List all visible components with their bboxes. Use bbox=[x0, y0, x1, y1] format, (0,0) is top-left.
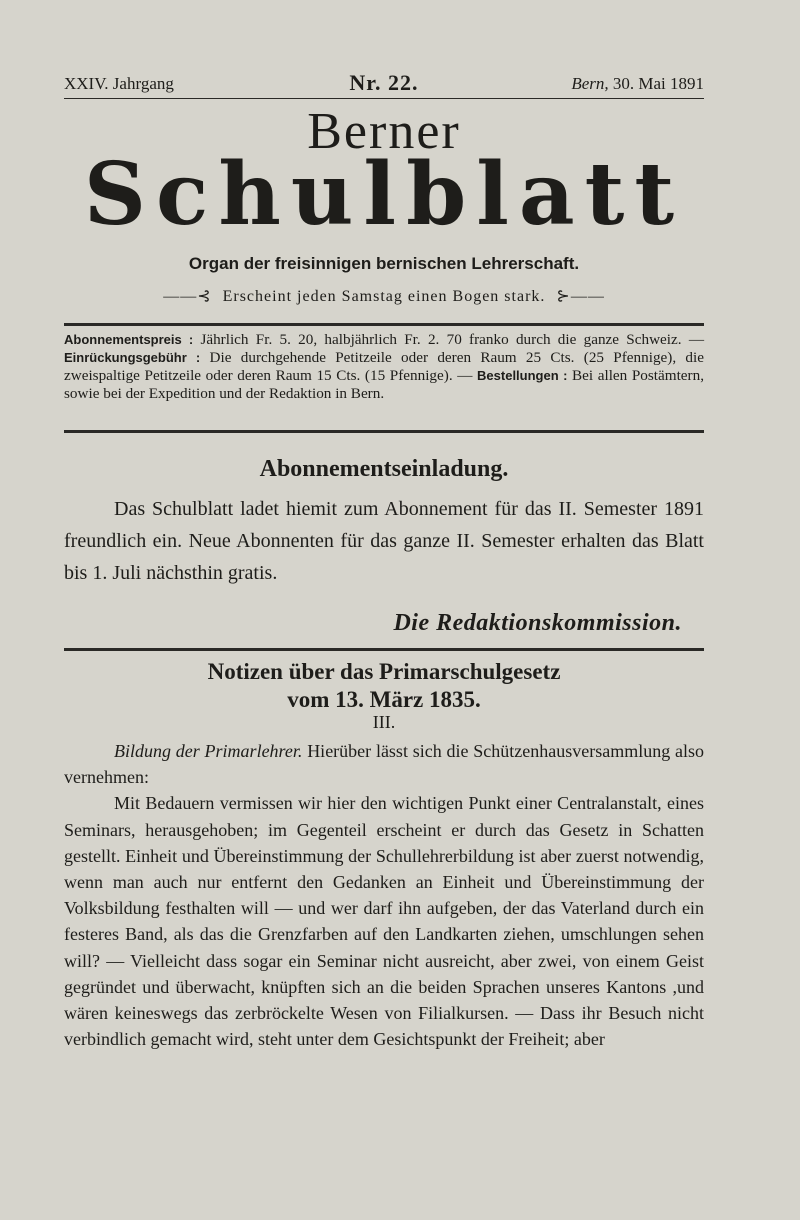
announcement-body: Das Schulblatt ladet hiemit zum Abonnement für das II. Semester 1891 freundlich ein. Neue Abonnenten für das ganze II. Semester erhalten das Blatt bis 1. Juli nächsthin gratis. bbox=[64, 498, 704, 584]
date-label: 30. Mai 1891 bbox=[612, 74, 704, 93]
subscription-label: Abonnementspreis : bbox=[64, 332, 194, 347]
notes-lead-italic: Bildung der Primarlehrer. bbox=[114, 741, 303, 761]
volume-label: XXIV. Jahrgang bbox=[64, 74, 174, 93]
place-label: Bern, bbox=[571, 74, 609, 93]
announcement-title: Abonnementseinladung. bbox=[259, 456, 509, 482]
announcement-signature: Die Redaktionskommission. bbox=[393, 610, 682, 636]
notes-lead bbox=[64, 738, 704, 790]
subscription-info bbox=[64, 331, 704, 403]
title-berner: Berner bbox=[307, 103, 461, 160]
section-rule bbox=[64, 648, 704, 651]
subtitle: Organ der freisinnigen bernischen Lehrerschaft. bbox=[188, 254, 580, 273]
notes-title-line1: Notizen über das Primarschulgesetz bbox=[207, 659, 561, 684]
issue-number: Nr. 22. bbox=[349, 70, 419, 95]
notes-body bbox=[64, 738, 704, 1052]
place-date bbox=[571, 74, 704, 94]
insertion-label: Einrückungsgebühr : bbox=[64, 350, 201, 365]
orders-text: Bei allen Postämtern, sowie bei der Expedition und der Redaktion in Bern. bbox=[64, 367, 704, 402]
masthead-line bbox=[64, 70, 704, 98]
appears-line bbox=[64, 286, 704, 306]
notes-title-line2: vom 13. März 1835. bbox=[287, 687, 481, 712]
info-rule-bottom bbox=[64, 430, 704, 433]
title-schulblatt: Schulblatt bbox=[83, 144, 685, 245]
notes-lead-rest: Hierüber lässt sich die Schützenhausversammlung also vernehmen: bbox=[64, 741, 705, 788]
orders-label: Bestellungen : bbox=[477, 368, 568, 383]
left-ornament-icon: ——⊰ bbox=[163, 288, 212, 305]
insertion-text: Die durchgehende Petitzeile oder deren Raum 25 Cts. (25 Pfennige), die zweispaltige Petitzeile oder deren Raum 15 Cts. (15 Pfennige). — bbox=[64, 349, 704, 384]
info-rule-top bbox=[64, 323, 704, 326]
right-ornament-icon: ⊱—— bbox=[556, 288, 605, 305]
subscription-text: Jährlich Fr. 5. 20, halbjährlich Fr. 2. 70 franko durch die ganze Schweiz. — bbox=[200, 331, 705, 348]
masthead-rule bbox=[64, 98, 704, 99]
section-number: III. bbox=[372, 712, 396, 732]
notes-paragraph: Mit Bedauern vermissen wir hier den wichtigen Punkt einer Centralanstalt, eines Seminars, herausgehoben; im Gegenteil erscheint er durch das Gesetz in Schatten gestellt. Einheit und Übereinstimmung der Schullehrerbildung ist aber zuerst notwendig, wenn man auch nur entfernt den Gedanken an Einheit und Übereinstimmung der Volksbildung festhalten will — und wer darf ihn aufgeben, der das Vaterland durch ein festeres Band, als das die Grenzfarben auf den Landkarten ziehen, umschlungen sehen will? — Vielleicht dass sogar ein Seminar nicht ausreicht, aber zwei, von einem Geist gegründet und überwacht, knüpften sich an die beiden Sprachen unseres Kantons ,und wären keineswegs das zerbröckelte Wesen von Filialkursen. — Dass ihr Besuch nicht verbindlich gemacht wird, steht unter dem Gesichtspunkt der Freiheit; aber bbox=[64, 793, 704, 1050]
notes-title bbox=[64, 658, 704, 714]
appears-text: Erscheint jeden Samstag einen Bogen stark. bbox=[222, 288, 546, 305]
